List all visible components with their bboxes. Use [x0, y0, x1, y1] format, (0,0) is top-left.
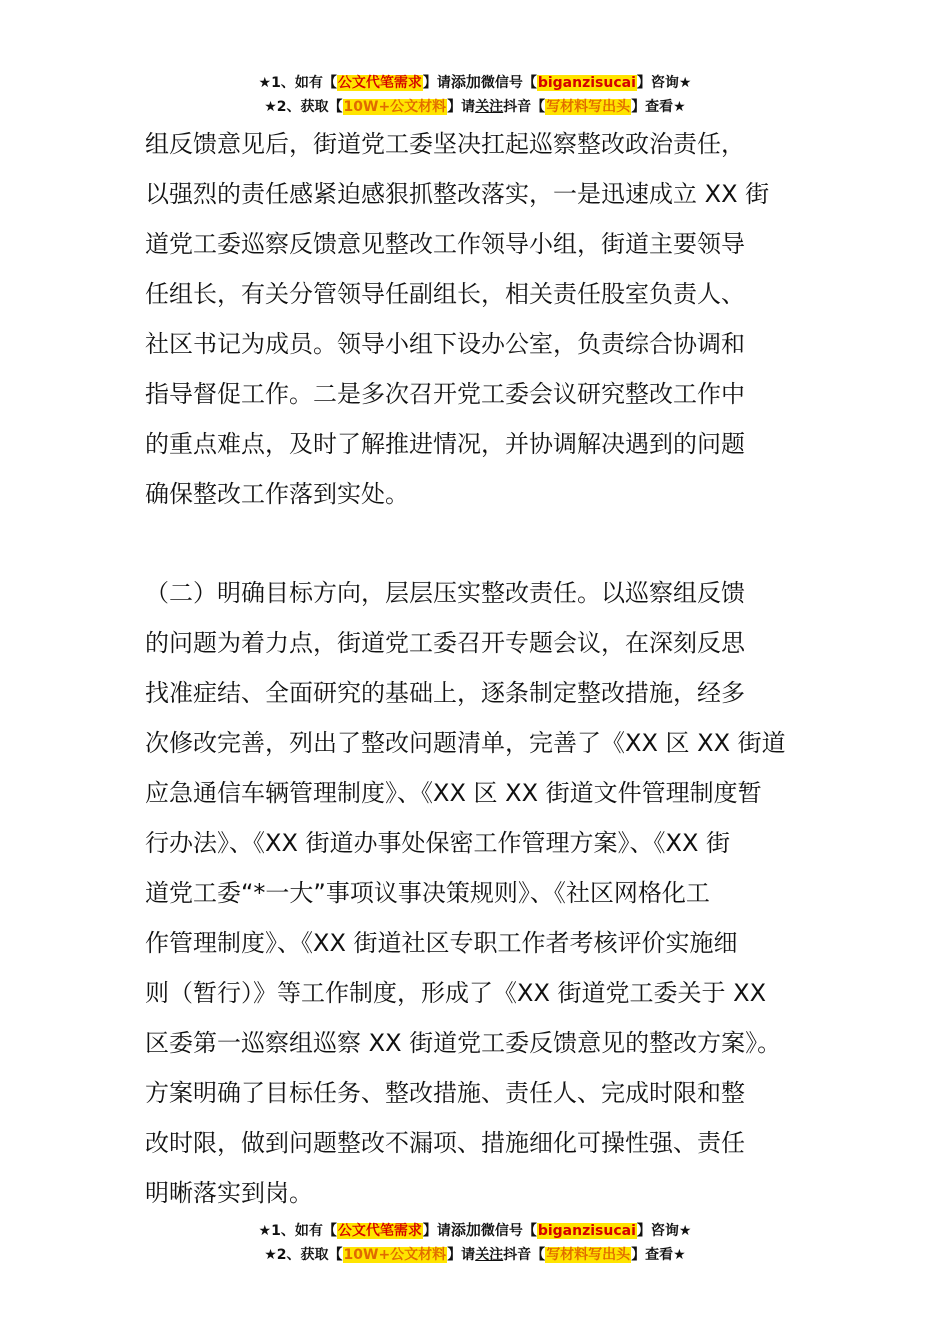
highlight-douyin-id: 写材料写出头 — [546, 99, 631, 115]
text-line: 改时限，做到问题整改不漏项、措施细化可操性强、责任 — [145, 1129, 745, 1157]
paragraph-2 — [145, 568, 810, 1218]
highlight-service: 公文代笔需求 — [337, 1223, 422, 1239]
text-line: 指导督促工作。二是多次召开党工委会议研究整改工作中 — [145, 380, 745, 408]
text-line: 明晰落实到岗。 — [145, 1179, 313, 1207]
banner-line-1 — [0, 70, 950, 95]
banner-text: 】请 — [422, 1223, 451, 1239]
text-line: 找准症结、全面研究的基础上，逐条制定整改措施，经多 — [145, 679, 745, 707]
banner-text: ★1、如有【 — [258, 75, 337, 91]
text-line: 行办法》、《XX 街道办事处保密工作管理方案》、《XX 街 — [145, 829, 731, 857]
banner-text: 】查看★ — [631, 99, 686, 115]
paragraph-1 — [145, 119, 810, 519]
text-line: 作管理制度》、《XX 街道社区专职工作者考核评价实施细 — [145, 929, 738, 957]
highlight-wechat-id: biganzisucai — [537, 1223, 636, 1239]
highlight-wechat-id: biganzisucai — [537, 75, 636, 91]
banner-text: 抖音【 — [503, 99, 546, 115]
text-line: 确保整改工作落到实处。 — [145, 480, 409, 508]
banner-text: ★2、获取【 — [264, 99, 343, 115]
text-line: 任组长，有关分管领导任副组长，相关责任股室负责人、 — [145, 280, 745, 308]
text-line: 的问题为着力点，街道党工委召开专题会议，在深刻反思 — [145, 629, 745, 657]
footer-banner — [0, 1218, 950, 1267]
banner-text: 】请 — [447, 99, 476, 115]
text-line: 道党工委“*一大”事项议事决策规则》、《社区网格化工 — [145, 879, 710, 907]
highlight-service: 公文代笔需求 — [337, 75, 422, 91]
text-line: 应急通信车辆管理制度》、《XX 区 XX 街道文件管理制度暂 — [145, 779, 762, 807]
text-line: 方案明确了目标任务、整改措施、责任人、完成时限和整 — [145, 1079, 745, 1107]
text-line: 组反馈意见后，街道党工委坚决扛起巡察整改政治责任， — [145, 130, 745, 158]
text-line: 社区书记为成员。领导小组下设办公室，负责综合协调和 — [145, 330, 745, 358]
banner-text: 】咨询★ — [636, 75, 692, 91]
text-line: 次修改完善，列出了整改问题清单，完善了《XX 区 XX 街道 — [145, 729, 786, 757]
banner-emphasis: 关注 — [475, 99, 504, 115]
banner-text: 】咨询★ — [636, 1223, 692, 1239]
banner-emphasis: 关注 — [475, 1247, 504, 1263]
banner-text: 】请 — [447, 1247, 476, 1263]
highlight-douyin-id: 写材料写出头 — [546, 1247, 631, 1263]
header-banner — [0, 70, 950, 119]
banner-emphasis: 添加 — [450, 73, 481, 91]
highlight-materials: 10W+公文材料 — [343, 99, 447, 115]
banner-text: 】查看★ — [631, 1247, 686, 1263]
text-line: 区委第一巡察组巡察 XX 街道党工委反馈意见的整改方案》。 — [145, 1029, 782, 1057]
text-line: 以强烈的责任感紧迫感狠抓整改落实，一是迅速成立 XX 街 — [145, 180, 770, 208]
banner-text: ★1、如有【 — [258, 1223, 337, 1239]
banner-line-2 — [0, 95, 950, 119]
text-line: 则（暂行）》等工作制度，形成了《XX 街道党工委关于 XX — [145, 979, 767, 1007]
banner-line-1 — [0, 1218, 950, 1243]
banner-text: 微信号【 — [480, 75, 537, 91]
banner-line-2 — [0, 1243, 950, 1267]
banner-text: 微信号【 — [480, 1223, 537, 1239]
text-line: 道党工委巡察反馈意见整改工作领导小组，街道主要领导 — [145, 230, 745, 258]
banner-text: 】请 — [422, 75, 451, 91]
text-line: 的重点难点，及时了解推进情况，并协调解决遇到的问题 — [145, 430, 745, 458]
banner-text: ★2、获取【 — [264, 1247, 343, 1263]
banner-emphasis: 添加 — [450, 1221, 481, 1239]
text-line: （二）明确目标方向，层层压实整改责任。以巡察组反馈 — [145, 579, 745, 607]
banner-text: 抖音【 — [503, 1247, 546, 1263]
highlight-materials: 10W+公文材料 — [343, 1247, 447, 1263]
